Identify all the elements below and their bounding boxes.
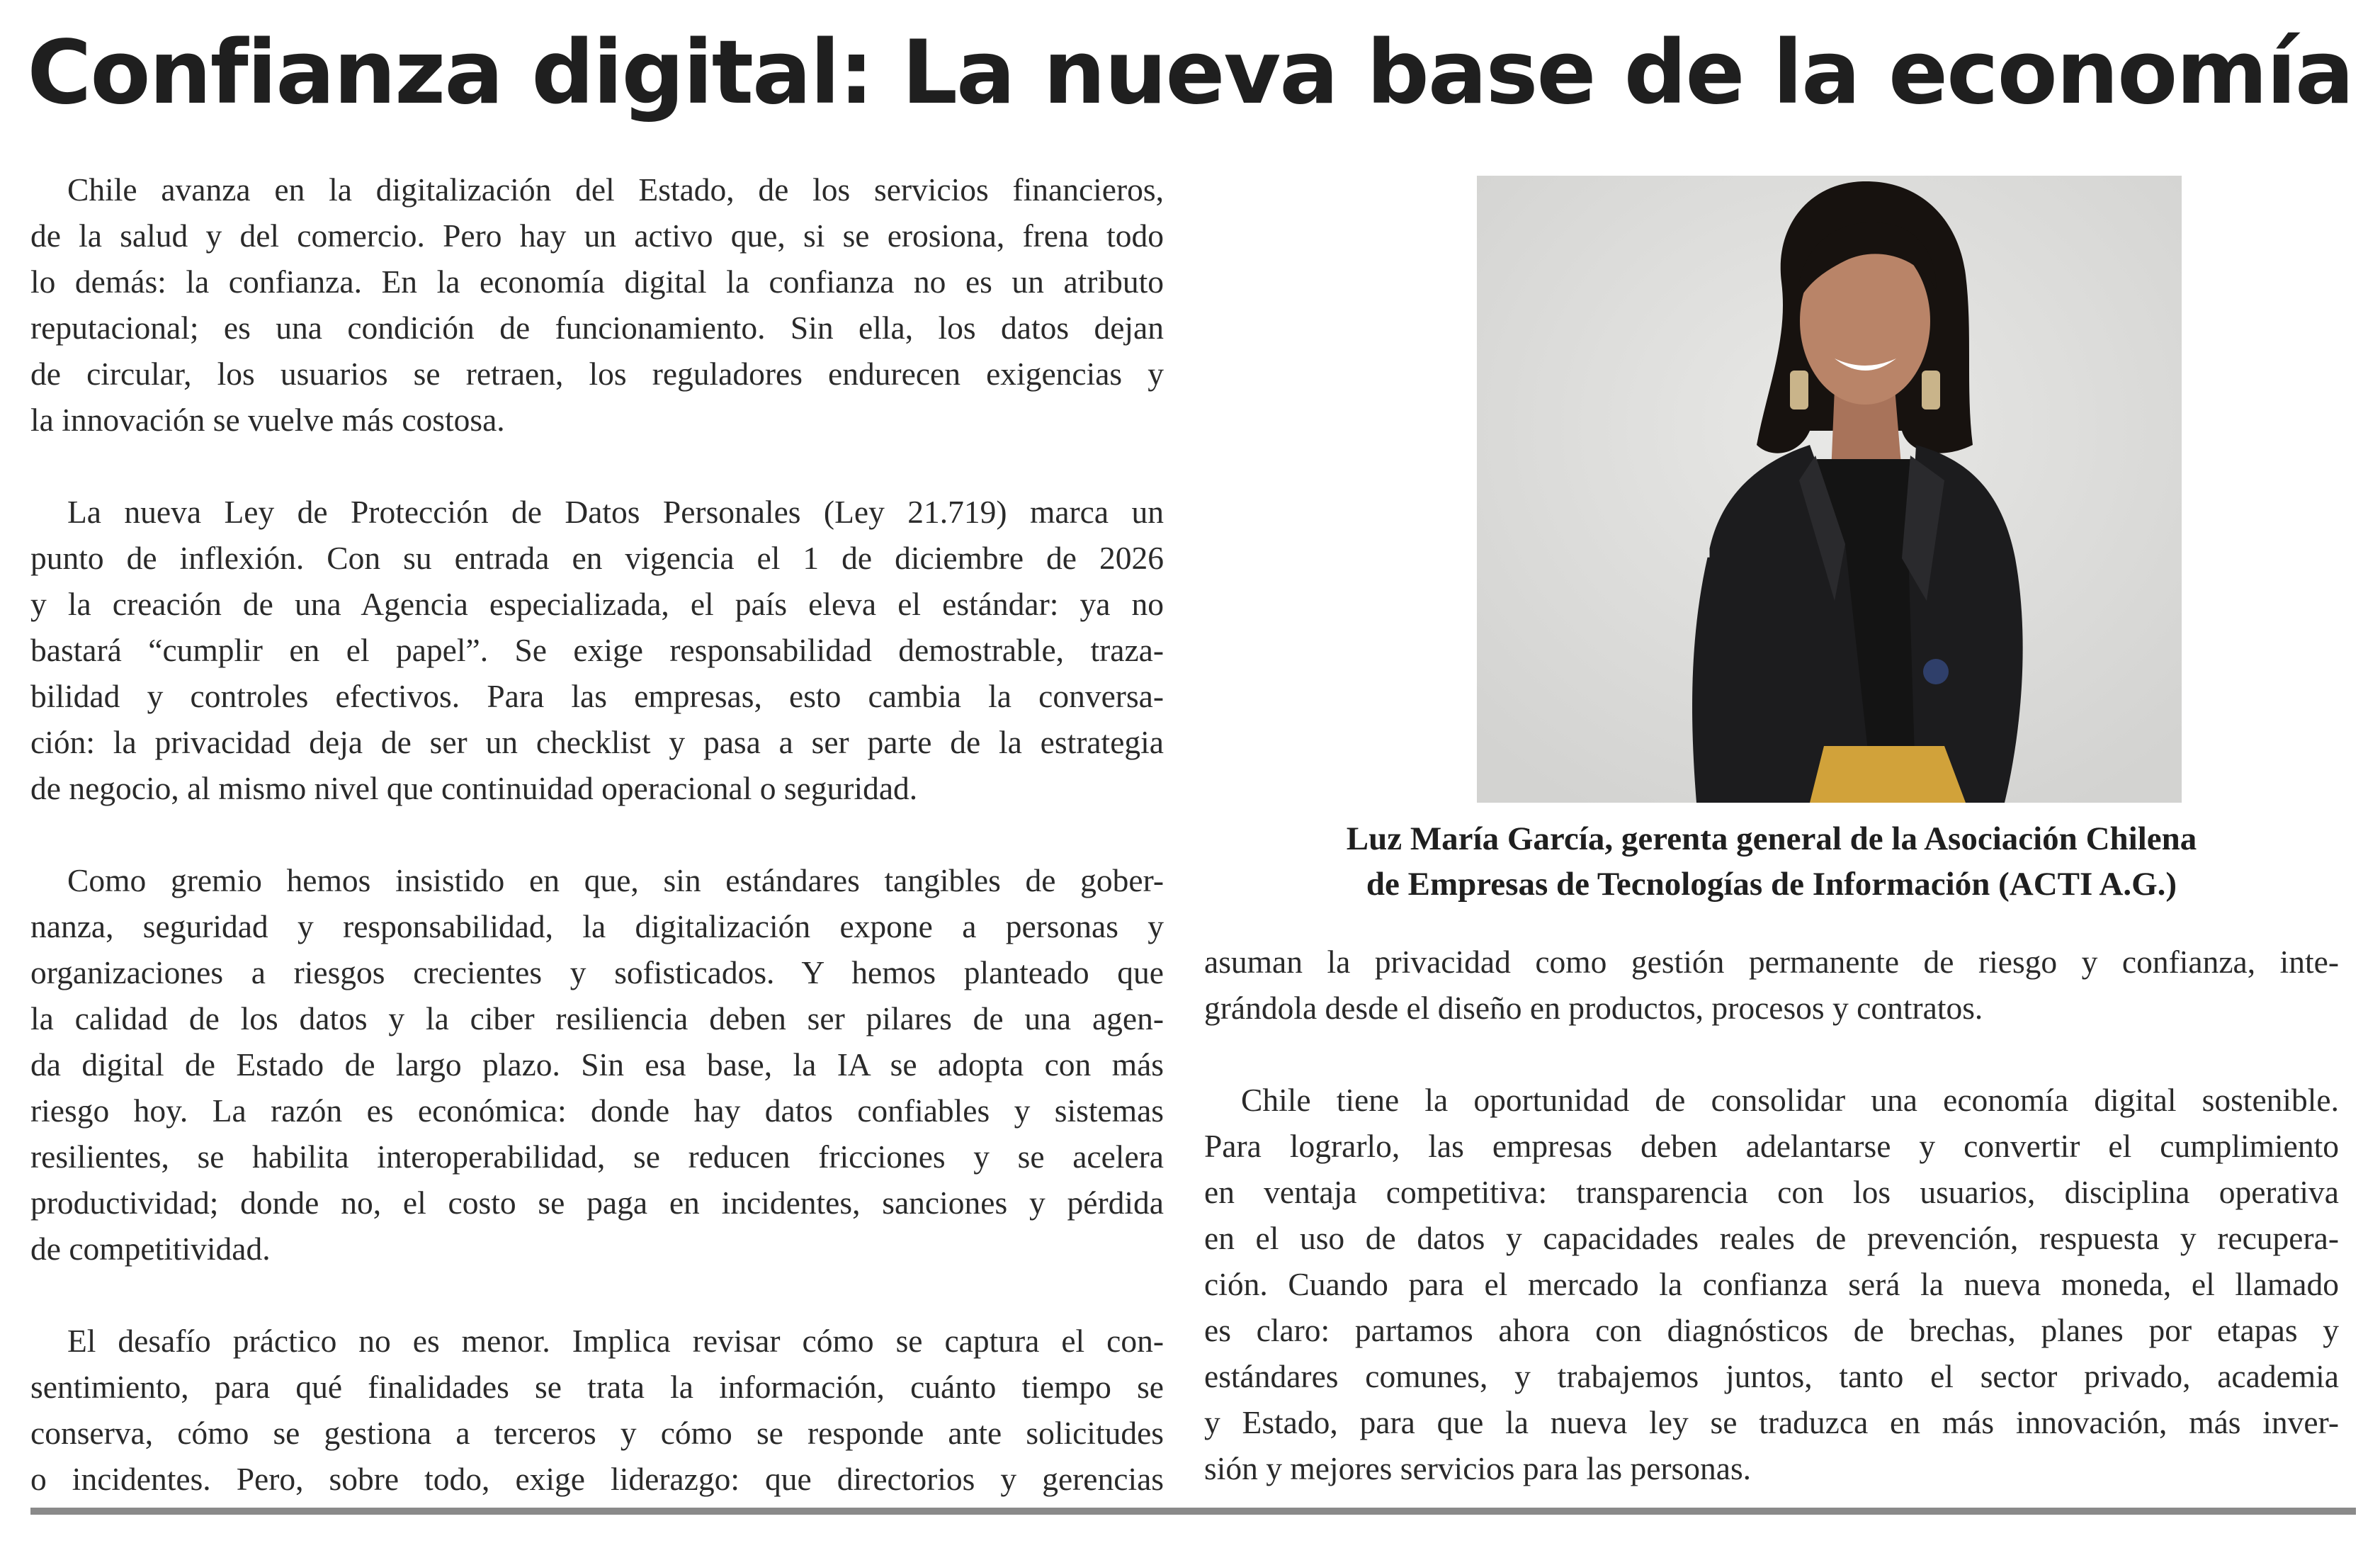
portrait-illustration: [1477, 176, 2182, 803]
text-line: ción: la privacidad deja de ser un checklist y pasa a ser parte de la estrategia: [30, 724, 1164, 760]
text-line: resilientes, se habilita interoperabilidad, se reducen fricciones y se acelera: [30, 1139, 1164, 1175]
article-paragraph: [30, 857, 1164, 1272]
text-line: de negocio, al mismo nivel que continuidad operacional o seguridad.: [30, 770, 918, 806]
caption-line: Luz María García, gerenta general de la Asociación Chilena: [1346, 820, 2197, 857]
text-line: lo demás: la confianza. En la economía digital la confianza no es un atributo: [30, 264, 1164, 300]
text-line: en el uso de datos y capacidades reales de prevención, respuesta y recupera-: [1204, 1220, 2339, 1256]
text-line: La nueva Ley de Protección de Datos Personales (Ley 21.719) marca un: [67, 494, 1164, 530]
headline: Confianza digital: La nueva base de la economía: [27, 22, 2353, 124]
text-line: de circular, los usuarios se retraen, los reguladores endurecen exigencias y: [30, 356, 1164, 392]
article-paragraph: [1204, 1077, 2339, 1491]
earring-left: [1790, 371, 1808, 409]
article-paragraph: [1204, 939, 2339, 1031]
text-line: punto de inflexión. Con su entrada en vigencia el 1 de diciembre de 2026: [30, 540, 1164, 576]
text-line: sentimiento, para qué finalidades se trata la información, cuánto tiempo se: [30, 1369, 1164, 1405]
text-line: o incidentes. Pero, sobre todo, exige liderazgo: que directorios y gerencias: [30, 1461, 1164, 1497]
text-line: sión y mejores servicios para las personas.: [1204, 1450, 1752, 1486]
text-line: organizaciones a riesgos crecientes y sofisticados. Y hemos planteado que: [30, 954, 1164, 990]
text-line: de competitividad.: [30, 1231, 271, 1267]
text-line: bastará “cumplir en el papel”. Se exige responsabilidad demostrable, traza-: [30, 632, 1164, 668]
text-line: bilidad y controles efectivos. Para las empresas, esto cambia la conversa-: [30, 678, 1164, 714]
earring-right: [1922, 371, 1940, 409]
text-line: de la salud y del comercio. Pero hay un activo que, si se erosiona, frena todo: [30, 217, 1164, 254]
photo-caption: [1204, 816, 2339, 907]
text-line: Como gremio hemos insistido en que, sin estándares tangibles de gober-: [67, 862, 1164, 898]
text-line: riesgo hoy. La razón es económica: donde hay datos confiables y sistemas: [30, 1092, 1164, 1129]
skirt: [1810, 746, 1966, 803]
text-line: El desafío práctico no es menor. Implica revisar cómo se captura el con-: [67, 1323, 1164, 1359]
article-paragraph: [30, 166, 1164, 443]
text-line: productividad; donde no, el costo se paga en incidentes, sanciones y pérdida: [30, 1185, 1164, 1221]
text-line: estándares comunes, y trabajemos juntos, tanto el sector privado, academia: [1204, 1358, 2339, 1394]
text-line: y la creación de una Agencia especializada, el país eleva el estándar: ya no: [30, 586, 1164, 622]
text-line: la innovación se vuelve más costosa.: [30, 402, 505, 438]
text-line: grándola desde el diseño en productos, procesos y contratos.: [1204, 990, 1983, 1026]
text-line: Chile avanza en la digitalización del Estado, de los servicios financieros,: [67, 171, 1164, 208]
text-line: reputacional; es una condición de funcionamiento. Sin ella, los datos dejan: [30, 310, 1164, 346]
text-line: asuman la privacidad como gestión permanente de riesgo y confianza, inte-: [1204, 944, 2339, 980]
caption-line: de Empresas de Tecnologías de Información (ACTI A.G.): [1366, 866, 2177, 903]
text-line: conserva, cómo se gestiona a terceros y cómo se responde ante solicitudes: [30, 1415, 1164, 1451]
left-column: [30, 166, 1164, 1548]
article-paragraph: [30, 489, 1164, 811]
bottom-rule: [30, 1508, 2356, 1515]
text-line: da digital de Estado de largo plazo. Sin esa base, la IA se adopta con más: [30, 1046, 1164, 1083]
text-line: es claro: partamos ahora con diagnósticos de brechas, planes por etapas y: [1204, 1312, 2339, 1348]
text-line: ción. Cuando para el mercado la confianza será la nueva moneda, el llamado: [1204, 1266, 2339, 1302]
text-line: la calidad de los datos y la ciber resiliencia deben ser pilares de una agen-: [30, 1000, 1164, 1036]
article-paragraph: [30, 1318, 1164, 1502]
brooch: [1923, 659, 1949, 684]
text-line: nanza, seguridad y responsabilidad, la digitalización expone a personas y: [30, 908, 1164, 944]
right-column: [1204, 939, 2339, 1537]
portrait-photo: [1477, 176, 2182, 803]
text-line: Para lograrlo, las empresas deben adelantarse y convertir el cumplimiento: [1204, 1128, 2339, 1164]
text-line: en ventaja competitiva: transparencia con los usuarios, disciplina operativa: [1204, 1174, 2339, 1210]
text-line: Chile tiene la oportunidad de consolidar una economía digital sostenible.: [1241, 1082, 2339, 1118]
text-line: y Estado, para que la nueva ley se traduzca en más innovación, más inver-: [1204, 1404, 2339, 1440]
